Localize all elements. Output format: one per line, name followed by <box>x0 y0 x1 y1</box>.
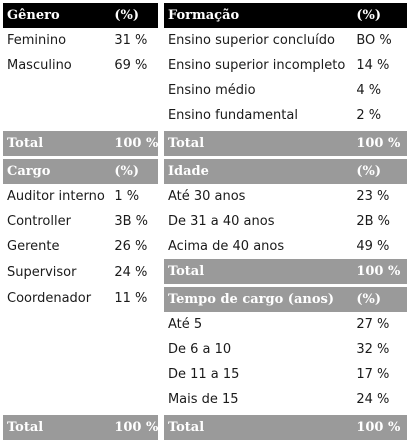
genero-label: Masculino <box>3 53 110 78</box>
genero-label: Feminino <box>3 28 110 53</box>
cargo-label: Controller <box>3 209 110 234</box>
cargo-value: 1 % <box>110 184 161 209</box>
empty-cell <box>3 362 110 387</box>
idade-value: 23 % <box>352 184 407 209</box>
tempo-value: 32 % <box>352 337 407 362</box>
idade-label: Até 30 anos <box>161 184 352 209</box>
formacao-total-label: Total <box>161 130 352 158</box>
idade-value: 49 % <box>352 234 407 259</box>
genero-pct-header: (%) <box>110 3 161 28</box>
formacao-total-value: 100 % <box>352 130 407 158</box>
total-row <box>3 414 407 440</box>
cargo-total-label: Total <box>3 414 110 440</box>
header-row <box>3 3 407 28</box>
cargo-value: 24 % <box>110 259 161 286</box>
cargo-header: Cargo <box>3 158 110 185</box>
cargo-value: 3B % <box>110 209 161 234</box>
cargo-value: 26 % <box>110 234 161 259</box>
formacao-label: Ensino médio <box>161 78 352 103</box>
table-row <box>3 286 407 313</box>
genero-total-label: Total <box>3 130 110 158</box>
empty-cell <box>110 103 161 130</box>
formacao-value: 4 % <box>352 78 407 103</box>
formacao-value: 2 % <box>352 103 407 130</box>
empty-cell <box>3 103 110 130</box>
table-row <box>3 362 407 387</box>
cargo-label: Gerente <box>3 234 110 259</box>
tempo-header: Tempo de cargo (anos) <box>161 286 352 313</box>
total-row <box>3 130 407 158</box>
table-row <box>3 78 407 103</box>
idade-pct-header: (%) <box>352 158 407 185</box>
formacao-label: Ensino superior concluído <box>161 28 352 53</box>
cargo-pct-header: (%) <box>110 158 161 185</box>
tempo-total-value: 100 % <box>352 414 407 440</box>
tempo-total-label: Total <box>161 414 352 440</box>
idade-total-label: Total <box>161 259 352 286</box>
table-row <box>3 259 407 286</box>
empty-cell <box>3 78 110 103</box>
genero-value: 31 % <box>110 28 161 53</box>
idade-total-value: 100 % <box>352 259 407 286</box>
tempo-value: 27 % <box>352 312 407 337</box>
table-row <box>3 103 407 130</box>
tempo-label: De 6 a 10 <box>161 337 352 362</box>
tempo-label: De 11 a 15 <box>161 362 352 387</box>
genero-value: 69 % <box>110 53 161 78</box>
formacao-label: Ensino fundamental <box>161 103 352 130</box>
table-row <box>3 28 407 53</box>
table-row <box>3 53 407 78</box>
idade-label: Acima de 40 anos <box>161 234 352 259</box>
header-row <box>3 158 407 185</box>
idade-label: De 31 a 40 anos <box>161 209 352 234</box>
cargo-value: 11 % <box>110 286 161 313</box>
cargo-total-value: 100 % <box>110 414 161 440</box>
tempo-pct-header: (%) <box>352 286 407 313</box>
cargo-label: Supervisor <box>3 259 110 286</box>
table-row <box>3 337 407 362</box>
table-row <box>3 184 407 209</box>
empty-cell <box>3 337 110 362</box>
empty-cell <box>110 387 161 414</box>
empty-cell <box>110 362 161 387</box>
empty-cell <box>3 312 110 337</box>
cargo-label: Coordenador <box>3 286 110 313</box>
genero-header: Gênero <box>3 3 110 28</box>
tempo-value: 17 % <box>352 362 407 387</box>
empty-cell <box>110 312 161 337</box>
formacao-value: 14 % <box>352 53 407 78</box>
empty-cell <box>110 78 161 103</box>
tempo-label: Mais de 15 <box>161 387 352 414</box>
genero-total-value: 100 % <box>110 130 161 158</box>
tempo-label: Até 5 <box>161 312 352 337</box>
formacao-value: BO % <box>352 28 407 53</box>
table-row <box>3 387 407 414</box>
empty-cell <box>3 387 110 414</box>
empty-cell <box>110 337 161 362</box>
formacao-pct-header: (%) <box>352 3 407 28</box>
formacao-label: Ensino superior incompleto <box>161 53 352 78</box>
tempo-value: 24 % <box>352 387 407 414</box>
idade-value: 2B % <box>352 209 407 234</box>
table-row <box>3 312 407 337</box>
demographics-table <box>3 3 407 440</box>
table-row <box>3 234 407 259</box>
idade-header: Idade <box>161 158 352 185</box>
table-row <box>3 209 407 234</box>
cargo-label: Auditor interno <box>3 184 110 209</box>
formacao-header: Formação <box>161 3 352 28</box>
